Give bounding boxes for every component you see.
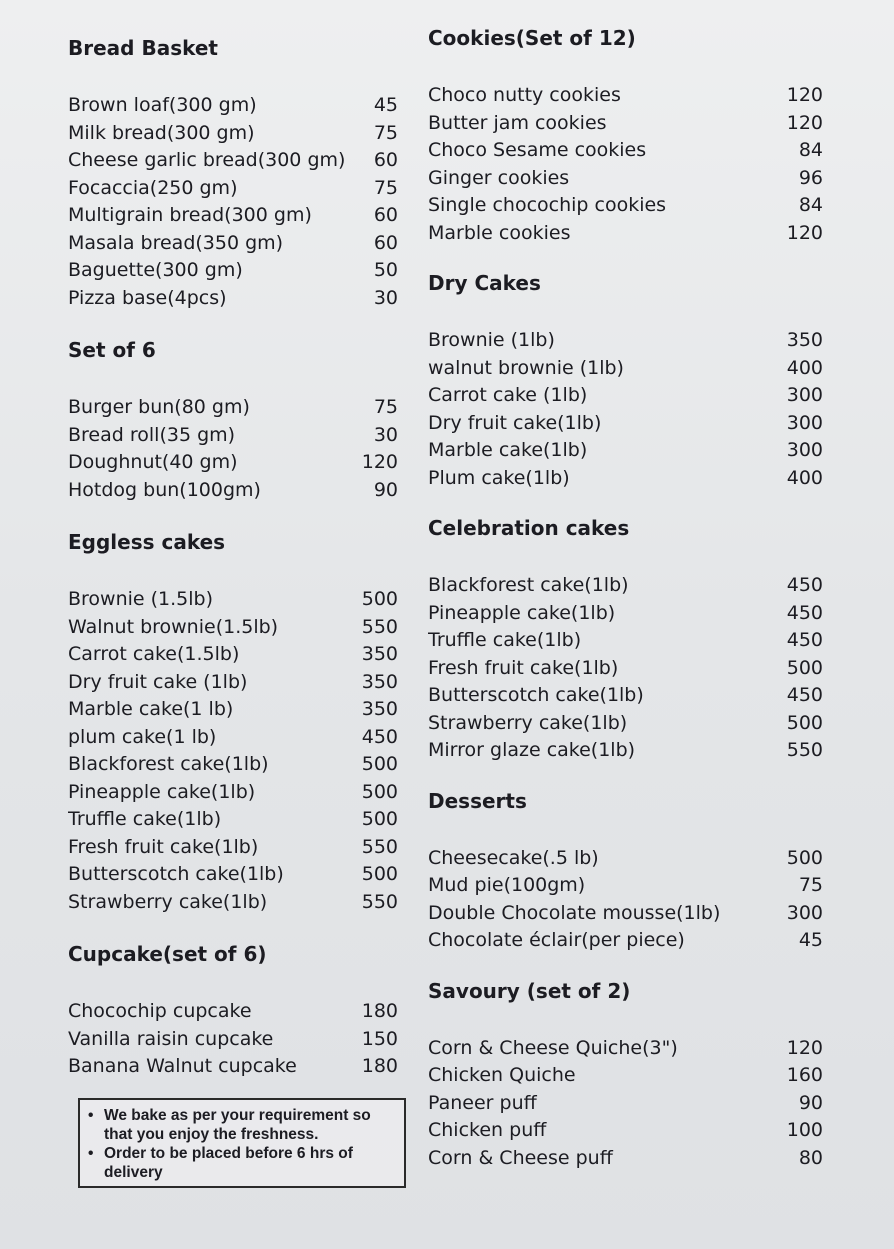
section-title: Savoury (set of 2) [428, 978, 631, 1003]
item-price: 400 [786, 356, 823, 379]
menu-item [68, 779, 398, 807]
item-name: Choco nutty cookies [428, 84, 621, 106]
item-name: Dry fruit cake (1lb) [68, 670, 248, 693]
menu-items [68, 998, 398, 1081]
item-price: 300 [786, 901, 823, 924]
menu-item [68, 889, 398, 917]
item-name: Brownie (1.5lb) [68, 588, 214, 610]
menu-item [428, 82, 823, 110]
item-price: 120 [786, 1036, 823, 1059]
menu-item [428, 682, 823, 710]
item-name: Marble cookies [428, 221, 571, 244]
item-name: Corn & Cheese puff [428, 1146, 613, 1169]
item-price: 350 [361, 698, 398, 720]
item-price: 450 [786, 574, 823, 596]
menu-item [428, 572, 823, 600]
item-price: 75 [373, 176, 398, 199]
item-price: 500 [361, 863, 398, 885]
item-name: Butter jam cookies [428, 111, 607, 134]
note-item [88, 1106, 400, 1144]
item-price: 450 [786, 601, 823, 624]
item-price: 400 [786, 466, 823, 489]
item-price: 550 [786, 739, 823, 761]
item-price: 84 [798, 194, 823, 216]
menu-item [428, 1062, 823, 1090]
item-name: Walnut brownie(1.5lb) [68, 615, 279, 638]
menu-item [428, 110, 823, 138]
menu-item [428, 845, 823, 873]
menu-item [68, 751, 398, 779]
menu-items [68, 586, 398, 916]
menu-item [428, 600, 823, 628]
menu-item [428, 927, 823, 955]
item-price: 300 [786, 384, 823, 406]
item-name: Doughnut(40 gm) [68, 451, 238, 473]
section-bread-basket [68, 36, 398, 312]
item-name: Double Chocolate mousse(1lb) [428, 901, 721, 924]
menu-item [428, 382, 823, 410]
item-price: 80 [798, 1146, 823, 1169]
menu-item [428, 872, 823, 900]
menu-item [68, 1053, 398, 1081]
item-name: Blackforest cake(1lb) [68, 753, 269, 775]
menu-item [68, 92, 398, 120]
menu-item [68, 230, 398, 258]
section-title: Dry Cakes [428, 271, 541, 295]
section-title: Eggless cakes [68, 530, 226, 554]
menu-items [68, 92, 398, 312]
menu-item [68, 449, 398, 477]
menu-item [68, 641, 398, 669]
item-name: plum cake(1 lb) [68, 725, 217, 748]
item-price: 96 [798, 166, 823, 189]
item-price: 550 [361, 835, 398, 858]
item-price: 150 [361, 1027, 398, 1050]
section-title: Bread Basket [68, 36, 218, 60]
item-name: Burger bun(80 gm) [68, 396, 250, 418]
item-name: walnut brownie (1lb) [428, 356, 624, 379]
item-name: Strawberry cake(1lb) [428, 711, 628, 734]
menu-item [428, 465, 823, 493]
item-price: 50 [373, 259, 398, 281]
menu-item [68, 202, 398, 230]
menu-items [428, 572, 823, 765]
item-name: Plum cake(1lb) [428, 466, 570, 489]
menu-item [428, 165, 823, 193]
menu-items [428, 82, 823, 247]
menu-items [68, 394, 398, 504]
item-name: Corn & Cheese Quiche(3") [428, 1036, 678, 1059]
item-name: Pineapple cake(1lb) [428, 601, 616, 624]
item-name: Paneer puff [428, 1091, 537, 1114]
menu-items [428, 327, 823, 492]
menu-item [68, 257, 398, 285]
menu-item [428, 410, 823, 438]
menu-item [428, 437, 823, 465]
menu-item [428, 737, 823, 765]
item-name: Truffle cake(1lb) [428, 629, 582, 651]
item-name: Chicken Quiche [428, 1064, 576, 1086]
menu-item [68, 998, 398, 1026]
item-name: Chocochip cupcake [68, 1000, 252, 1022]
note-text: We bake as per your requirement so that you enjoy the freshness. [104, 1107, 371, 1143]
item-name: Baguette(300 gm) [68, 259, 243, 281]
item-name: Focaccia(250 gm) [68, 176, 238, 199]
menu-item [428, 1035, 823, 1063]
menu-item [428, 137, 823, 165]
section-cupcake [68, 942, 398, 1081]
notes-box [78, 1098, 406, 1188]
item-name: Butterscotch cake(1lb) [68, 863, 284, 885]
section-set-of-6 [68, 338, 398, 504]
item-name: Choco Sesame cookies [428, 139, 647, 161]
section-cookies [428, 26, 823, 247]
menu-item [68, 724, 398, 752]
item-price: 30 [373, 423, 398, 446]
item-price: 550 [361, 615, 398, 638]
menu-item [68, 834, 398, 862]
item-price: 120 [786, 111, 823, 134]
item-name: Ginger cookies [428, 166, 570, 189]
item-price: 180 [361, 1000, 398, 1022]
menu-item [68, 285, 398, 313]
item-price: 350 [361, 670, 398, 693]
item-price: 75 [798, 874, 823, 896]
item-price: 120 [361, 451, 398, 473]
item-price: 450 [786, 684, 823, 706]
menu-item [428, 1117, 823, 1145]
item-name: Masala bread(350 gm) [68, 231, 284, 254]
menu-item [428, 355, 823, 383]
item-price: 450 [361, 725, 398, 748]
item-price: 30 [373, 286, 398, 309]
item-price: 180 [361, 1055, 398, 1077]
menu-item [68, 861, 398, 889]
item-price: 60 [373, 149, 398, 171]
menu-item [428, 900, 823, 928]
item-name: Chicken puff [428, 1119, 547, 1141]
item-price: 450 [786, 629, 823, 651]
note-item [88, 1144, 400, 1182]
item-price: 90 [798, 1091, 823, 1114]
menu-items [428, 1035, 823, 1173]
menu-item [68, 806, 398, 834]
item-price: 350 [786, 329, 823, 351]
item-price: 120 [786, 84, 823, 106]
item-name: Multigrain bread(300 gm) [68, 204, 312, 226]
right-column [428, 26, 823, 1172]
item-price: 500 [361, 588, 398, 610]
menu-item [428, 192, 823, 220]
item-name: Dry fruit cake(1lb) [428, 411, 602, 434]
item-name: Strawberry cake(1lb) [68, 890, 268, 913]
item-price: 75 [373, 121, 398, 144]
item-price: 90 [373, 478, 398, 501]
menu-item [68, 1026, 398, 1054]
item-name: Truffle cake(1lb) [68, 808, 222, 830]
menu-item [428, 220, 823, 248]
bullet-icon: • [88, 1145, 94, 1162]
menu-item [68, 477, 398, 505]
section-savoury [428, 979, 823, 1173]
item-price: 500 [786, 711, 823, 734]
item-price: 350 [361, 643, 398, 665]
menu-item [428, 1090, 823, 1118]
item-price: 45 [373, 94, 398, 116]
item-price: 550 [361, 890, 398, 913]
section-title: Desserts [428, 788, 527, 813]
item-price: 500 [786, 846, 823, 869]
item-name: Single chocochip cookies [428, 194, 667, 216]
section-dry-cakes [428, 271, 823, 492]
item-name: Fresh fruit cake(1lb) [428, 656, 619, 679]
item-name: Pizza base(4pcs) [68, 286, 227, 309]
left-column [68, 36, 398, 1081]
menu-item [68, 422, 398, 450]
menu-item [428, 710, 823, 738]
menu-item [428, 1145, 823, 1173]
item-name: Pineapple cake(1lb) [68, 780, 256, 803]
note-text: Order to be placed before 6 hrs of delivery [104, 1145, 353, 1181]
section-eggless-cakes [68, 530, 398, 916]
item-name: Carrot cake (1lb) [428, 384, 588, 406]
item-name: Blackforest cake(1lb) [428, 574, 629, 596]
item-name: Mirror glaze cake(1lb) [428, 739, 636, 761]
item-name: Cheese garlic bread(300 gm) [68, 149, 346, 171]
item-price: 500 [786, 656, 823, 679]
item-name: Butterscotch cake(1lb) [428, 684, 644, 706]
item-name: Cheesecake(.5 lb) [428, 846, 599, 869]
item-name: Banana Walnut cupcake [68, 1055, 297, 1077]
item-name: Chocolate éclair(per piece) [428, 929, 685, 951]
item-price: 60 [373, 231, 398, 254]
section-title: Celebration cakes [428, 516, 630, 540]
section-title: Cookies(Set of 12) [428, 26, 636, 50]
item-price: 45 [798, 929, 823, 951]
section-desserts [428, 789, 823, 955]
menu-item [68, 147, 398, 175]
item-name: Bread roll(35 gm) [68, 423, 236, 446]
item-name: Brownie (1lb) [428, 329, 555, 351]
item-price: 500 [361, 753, 398, 775]
item-price: 100 [786, 1119, 823, 1141]
item-price: 160 [786, 1064, 823, 1086]
item-price: 500 [361, 780, 398, 803]
menu-item [68, 614, 398, 642]
menu-item [68, 586, 398, 614]
menu-item [68, 120, 398, 148]
menu-item [68, 394, 398, 422]
menu-item [428, 655, 823, 683]
item-name: Brown loaf(300 gm) [68, 94, 257, 116]
item-price: 120 [786, 221, 823, 244]
menu-item [68, 175, 398, 203]
menu-item [428, 327, 823, 355]
item-price: 84 [798, 139, 823, 161]
item-price: 300 [786, 439, 823, 461]
item-price: 60 [373, 204, 398, 226]
section-celebration-cakes [428, 516, 823, 765]
item-price: 300 [786, 411, 823, 434]
item-name: Fresh fruit cake(1lb) [68, 835, 259, 858]
section-title: Cupcake(set of 6) [68, 942, 267, 966]
item-name: Marble cake(1 lb) [68, 698, 234, 720]
menu-item [68, 696, 398, 724]
bullet-icon: • [88, 1107, 94, 1124]
menu-item [68, 669, 398, 697]
item-price: 75 [373, 396, 398, 418]
menu-item [428, 627, 823, 655]
section-title: Set of 6 [68, 338, 156, 362]
menu-items [428, 845, 823, 955]
item-name: Marble cake(1lb) [428, 439, 588, 461]
item-name: Milk bread(300 gm) [68, 121, 255, 144]
item-price: 500 [361, 808, 398, 830]
item-name: Hotdog bun(100gm) [68, 478, 261, 501]
item-name: Vanilla raisin cupcake [68, 1027, 274, 1050]
item-name: Mud pie(100gm) [428, 874, 586, 896]
item-name: Carrot cake(1.5lb) [68, 643, 240, 665]
